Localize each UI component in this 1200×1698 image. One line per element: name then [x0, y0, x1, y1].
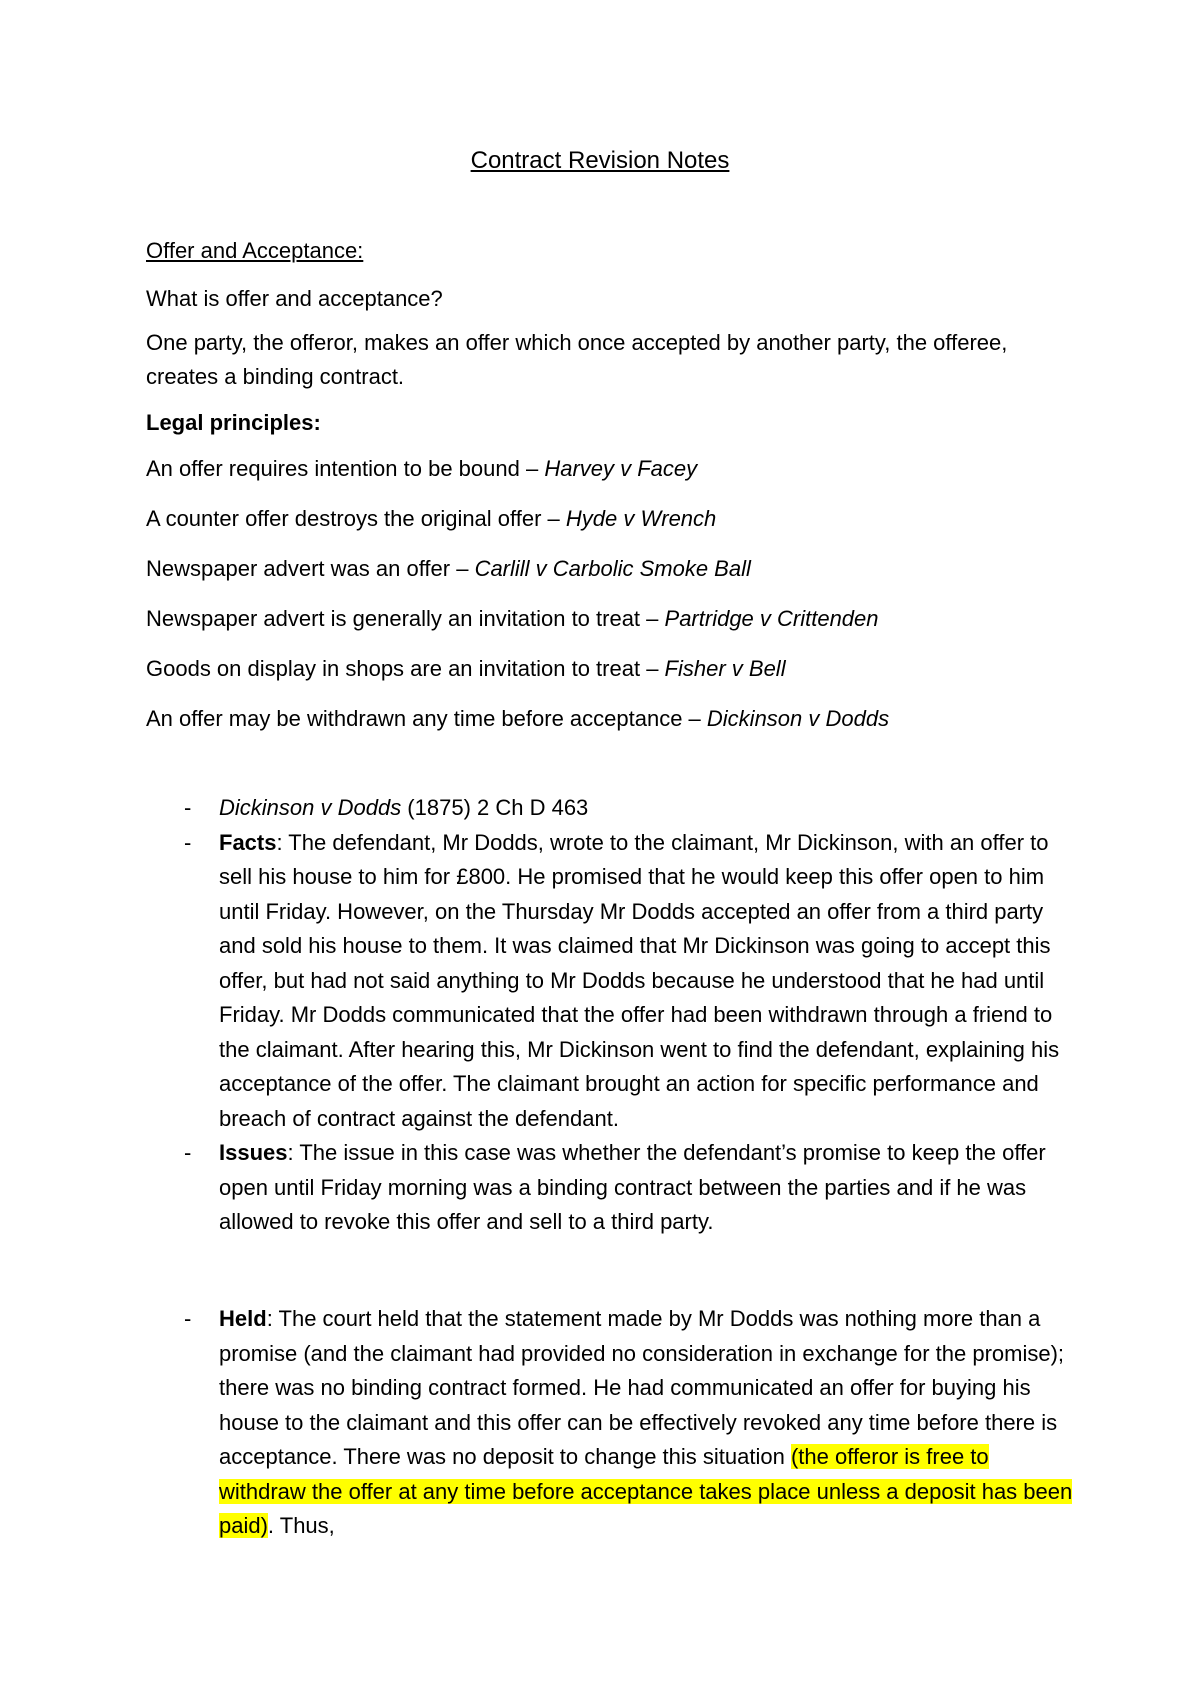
- held-text: : The court held that the statement made by Mr Dodds was nothing more than a promise (and the claimant had provided no consideration in exchange for the promise); there was no binding contract formed. He had communicated an offer for buying his house to the claimant and this offer can be effectively revoked any time before there is acceptance. There was no deposit to change this situation: [219, 1306, 1065, 1469]
- highlighted-text: (the offeror is free to withdraw the offer at any time before acceptance takes place unless a deposit has been paid): [219, 1444, 1073, 1538]
- issues-text: : The issue in this case was whether the defendant’s promise to keep the offer open until Friday morning was a binding contract between the parties and if he was allowed to revoke this offer and sell to a third party.: [219, 1140, 1046, 1234]
- principle-line: [146, 452, 1076, 486]
- principle-line: [146, 652, 1076, 686]
- held-tail: . Thus,: [267, 1513, 335, 1538]
- principle-text: Newspaper advert is generally an invitation to treat –: [146, 606, 665, 631]
- list-item-facts: [146, 826, 1076, 1137]
- principles-heading: Legal principles:: [146, 410, 321, 435]
- citation-ref: (1875) 2 Ch D 463: [401, 795, 589, 820]
- list-item-held: [146, 1302, 1076, 1544]
- document-title: Contract Revision Notes: [470, 147, 730, 174]
- list-item-issues: [146, 1136, 1076, 1240]
- principle-text: An offer may be withdrawn any time before acceptance –: [146, 706, 707, 731]
- principle-line: [146, 702, 1076, 736]
- principle-text: Goods on display in shops are an invitation to treat –: [146, 656, 665, 681]
- case-name: Fisher v Bell: [664, 656, 786, 681]
- case-name: Dickinson v Dodds: [706, 706, 890, 731]
- principle-text: Newspaper advert was an offer –: [146, 556, 475, 581]
- case-name: Partridge v Crittenden: [664, 606, 879, 631]
- principle-text: An offer requires intention to be bound –: [146, 456, 545, 481]
- case-detail-list: [146, 791, 1076, 1240]
- case-name: Hyde v Wrench: [565, 506, 717, 531]
- bullet-dash: -: [184, 1140, 192, 1165]
- issues-label: Issues: [219, 1140, 288, 1165]
- principle-line: [146, 602, 1076, 636]
- case-name: Carlill v Carbolic Smoke Ball: [474, 556, 751, 581]
- case-held-list: [146, 1302, 1076, 1544]
- bullet-dash: -: [184, 829, 192, 855]
- question-text: What is offer and acceptance?: [146, 286, 443, 311]
- section-heading: Offer and Acceptance:: [146, 238, 364, 263]
- facts-label: Facts: [219, 829, 277, 855]
- bullet-dash: -: [184, 795, 192, 820]
- case-name: Harvey v Facey: [544, 456, 698, 481]
- citation-case: Dickinson v Dodds: [219, 795, 402, 820]
- held-label: Held: [219, 1306, 267, 1331]
- principle-line: [146, 502, 1076, 536]
- principle-line: [146, 552, 1076, 586]
- list-item-citation: [146, 791, 1076, 826]
- bullet-dash: -: [184, 1306, 192, 1331]
- definition-paragraph: One party, the offeror, makes an offer which once accepted by another party, the offeree, creates a binding contract.: [146, 330, 1008, 389]
- principle-text: A counter offer destroys the original offer –: [146, 506, 566, 531]
- facts-text: : The defendant, Mr Dodds, wrote to the claimant, Mr Dickinson, with an offer to sell his house to him for £800. He promised that he would keep this offer open to him until Friday. However, on the Thursday Mr Dodds accepted an offer from a third party and sold his house to them. It was claimed that Mr Dickinson was going to accept this offer, but had not said anything to Mr Dodds because he understood that he had until Friday. Mr Dodds communicated that the offer had been withdrawn through a friend to the claimant. After hearing this, Mr Dickinson went to find the defendant, explaining his acceptance of the offer. The claimant brought an action for specific performance and breach of contract against the defendant.: [219, 829, 1060, 1131]
